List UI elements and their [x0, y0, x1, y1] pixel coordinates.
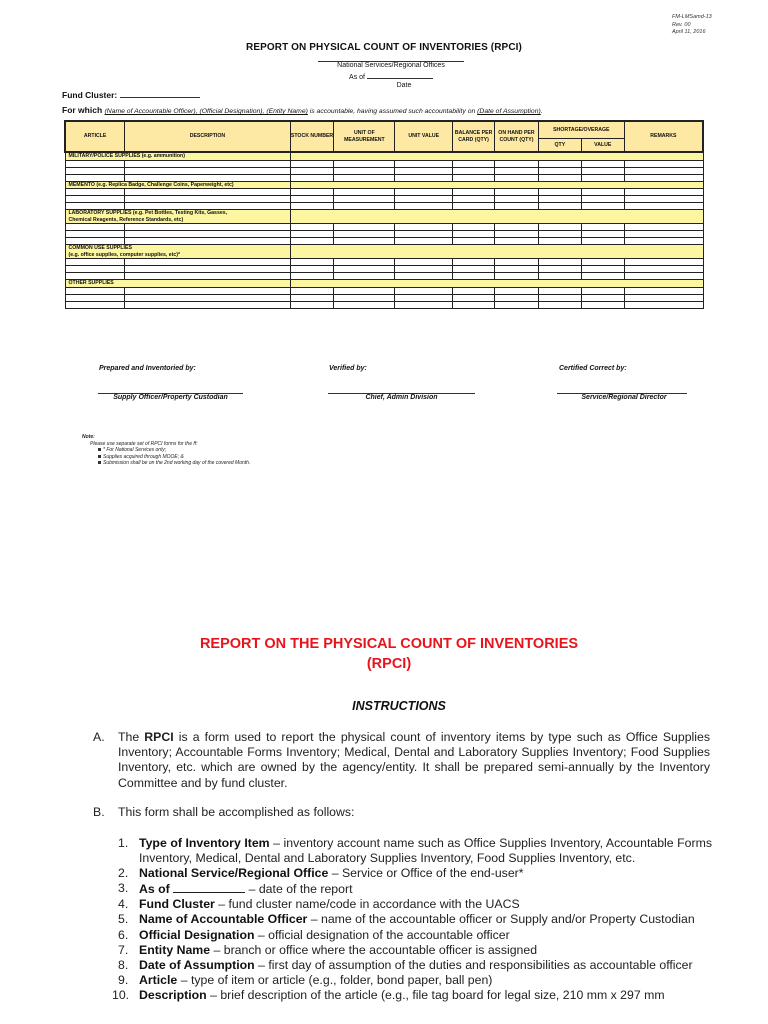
- table-row[interactable]: [65, 231, 703, 238]
- instructions-heading: INSTRUCTIONS: [352, 699, 446, 713]
- item-desc: – branch or office where the accountable officer is assigned: [210, 942, 538, 957]
- bullet-icon: [98, 455, 101, 458]
- table-row[interactable]: [65, 287, 703, 294]
- item-desc: – name of the accountable officer or Supply and/or Property Custodian: [307, 912, 695, 927]
- col-description: DESCRIPTION: [125, 121, 290, 152]
- verified-by-label: Verified by:: [329, 365, 367, 372]
- date-label: Date: [396, 82, 412, 89]
- category-other: OTHER SUPPLIES: [65, 280, 290, 288]
- table-row[interactable]: [65, 273, 703, 280]
- item-desc: – inventory account name such as Office Supplies Inventory, Accountable Forms Inventory, Medical, Dental and Laboratory Supplies Inventory, Food Supplies Inventory, etc.: [139, 836, 712, 866]
- table-row[interactable]: [65, 160, 703, 167]
- item-term: As of: [139, 882, 170, 897]
- note-title: Note:: [82, 434, 95, 440]
- section-a-pre: The: [118, 730, 145, 744]
- item-term: Fund Cluster: [139, 897, 215, 912]
- category-military: MILITARY/POLICE SUPPLIES (e.g. ammunition): [65, 152, 290, 160]
- category-row: [65, 245, 703, 259]
- list-item: [118, 912, 712, 927]
- item-desc: – type of item or article (e.g., folder, bond paper, ball pen): [177, 972, 493, 987]
- category-laboratory: [65, 210, 290, 224]
- bullet-icon: [98, 448, 101, 451]
- list-item: [118, 958, 712, 973]
- item-term: National Service/Regional Office: [139, 866, 329, 881]
- section-b-text: This form shall be accomplished as follows:: [118, 805, 355, 819]
- table-row[interactable]: [65, 224, 703, 231]
- fund-cluster-line: Fund Cluster:: [62, 90, 200, 100]
- col-balance-per-card: BALANCE PER CARD (QTY): [453, 121, 495, 152]
- list-item: [118, 836, 712, 866]
- list-item: [118, 897, 712, 912]
- item-number: 7.: [118, 942, 129, 957]
- list-item: [118, 866, 712, 881]
- section-b-letter: B.: [93, 805, 105, 819]
- list-item: [118, 928, 712, 943]
- item-number: 5.: [118, 912, 129, 927]
- item-term: Type of Inventory Item: [139, 836, 270, 850]
- item-number: 10.: [112, 987, 130, 1002]
- category-common-use-line1: COMMON USE SUPPLIES: [68, 245, 132, 251]
- as-of-label: As of: [349, 74, 365, 81]
- for-which-middle: is accountable, having assumed such accountability on: [307, 108, 478, 115]
- table-row[interactable]: [65, 167, 703, 174]
- item-term: Entity Name: [139, 942, 211, 957]
- for-which-end: .: [540, 108, 543, 115]
- list-item: [118, 881, 712, 897]
- category-laboratory-line1: LABORATORY SUPPLIES (e.g. Pet Bottles, Testing Kits, Gasses,: [68, 210, 228, 216]
- col-on-hand-per-count: ON HAND PER COUNT (QTY): [495, 121, 539, 152]
- item-number: 9.: [118, 972, 129, 987]
- item-desc: – fund cluster name/code in accordance with the UACS: [214, 897, 520, 912]
- as-of-date-field[interactable]: [367, 72, 433, 79]
- section-a-letter: A.: [93, 730, 105, 744]
- item-term: Date of Assumption: [139, 957, 255, 972]
- item-desc: – official designation of the accountable officer: [254, 927, 510, 942]
- as-of-blank: [173, 881, 245, 893]
- col-qty: QTY: [538, 138, 581, 152]
- table-row[interactable]: [65, 301, 703, 308]
- form-date: April 11, 2016: [672, 29, 706, 35]
- section-a-text: [118, 730, 710, 791]
- verified-by-role: Chief, Admin Division: [365, 394, 438, 401]
- col-shortage-overage: SHORTAGE/OVERAGE: [538, 121, 624, 138]
- table-row[interactable]: [65, 196, 703, 203]
- item-desc: – Service or Office of the end-user*: [328, 866, 524, 881]
- certified-by-label: Certified Correct by:: [559, 365, 627, 372]
- col-unit-of-measurement: UNIT OF MEASUREMENT: [334, 121, 395, 152]
- list-item: [118, 943, 712, 958]
- instruction-list: [112, 836, 712, 1003]
- col-remarks: REMARKS: [624, 121, 703, 152]
- col-article: ARTICLE: [65, 121, 125, 152]
- prepared-by-label: Prepared and Inventoried by:: [99, 365, 196, 372]
- col-unit-value: UNIT VALUE: [395, 121, 453, 152]
- note-bullet-text: * For National Services only;: [103, 447, 167, 453]
- item-desc: – date of the report: [245, 882, 353, 897]
- col-value: VALUE: [581, 138, 624, 152]
- table-row[interactable]: [65, 294, 703, 301]
- certified-by-role: Service/Regional Director: [581, 394, 667, 401]
- form-revision: Rev. 00: [672, 21, 691, 28]
- bullet-icon: [98, 461, 101, 464]
- item-term: Description: [139, 987, 207, 1002]
- form-title: REPORT ON PHYSICAL COUNT OF INVENTORIES (RPCI): [246, 42, 522, 53]
- item-term: Article: [139, 972, 178, 987]
- prepared-by-role: Supply Officer/Property Custodian: [113, 394, 228, 401]
- item-term: Name of Accountable Officer: [139, 912, 308, 927]
- note-intro: Please use separate set of RPCI forms for the ff:: [90, 440, 198, 447]
- instructions-title: [0, 634, 768, 674]
- office-label: National Services/Regional Offices: [337, 62, 445, 69]
- item-desc: – brief description of the article (e.g., file tag board for legal size, 210 mm x 297 mm: [206, 987, 665, 1002]
- list-item: [112, 987, 712, 1003]
- note-bullet-text: Submission shall be on the 2nd working day of the covered Month.: [103, 460, 251, 466]
- category-memento: MEMENTO (e.g. Replica Badge, Challenge Coins, Paperweight, etc): [65, 181, 290, 189]
- note-block: [82, 434, 250, 467]
- item-number: 6.: [118, 927, 129, 942]
- date-of-assumption-field: (Date of Assumption): [477, 108, 541, 115]
- category-common-use-line2: (e.g. office supplies, computer supplies, etc)*: [68, 251, 181, 258]
- table-row[interactable]: [65, 259, 703, 266]
- for-which-statement: [62, 105, 543, 115]
- list-item: [118, 973, 712, 988]
- item-term: Official Designation: [139, 927, 255, 942]
- section-a-bold: RPCI: [144, 730, 174, 744]
- for-which-label: For which: [62, 105, 103, 115]
- category-laboratory-line2: Chemical Reagents, Reference Standards, etc): [68, 216, 184, 223]
- note-bullet-text: Supplies acquired through MOOE; &: [103, 453, 184, 460]
- table-row[interactable]: [65, 266, 703, 273]
- item-number: 8.: [118, 957, 129, 972]
- fund-cluster-field[interactable]: [120, 90, 200, 98]
- form-code-block: [672, 14, 732, 37]
- category-row: [65, 280, 703, 288]
- item-number: 3.: [118, 881, 129, 896]
- category-row: [65, 152, 703, 160]
- item-desc: – first day of assumption of the duties and responsibilities as accountable officer: [254, 957, 693, 972]
- category-common-use: [65, 245, 290, 259]
- table-row[interactable]: [65, 203, 703, 210]
- table-row[interactable]: [65, 238, 703, 245]
- item-number: 1.: [118, 836, 129, 850]
- fund-cluster-label: Fund Cluster: [62, 90, 115, 100]
- instructions-title-line1: REPORT ON THE PHYSICAL COUNT OF INVENTORIES: [199, 636, 579, 652]
- item-number: 2.: [118, 866, 129, 881]
- instructions-title-line2: (RPCI): [366, 656, 412, 672]
- accountable-officer-fields: (Name of Accountable Officer), (Official Designation), (Entity Name): [104, 108, 308, 115]
- form-code: FM-LMSamd-13: [672, 14, 712, 20]
- category-row: [65, 210, 703, 224]
- inventory-table: [64, 120, 704, 309]
- table-row[interactable]: [65, 189, 703, 196]
- note-bullet: [82, 460, 250, 467]
- table-row[interactable]: [65, 174, 703, 181]
- col-stock-number: STOCK NUMBER: [290, 121, 334, 152]
- section-a-body: is a form used to report the physical count of inventory items by type such as Office Supplies Inventory; Accountable Forms Inventory; Medical, Dental and Laboratory Supplies Inventory; Food Supplies Inventory, etc. which are owned by the agency/entity. It shall be prepared semi-annually by the Inventory Committee and by fund cluster.: [118, 730, 710, 790]
- category-row: [65, 181, 703, 189]
- as-of-line: [0, 72, 768, 81]
- item-number: 4.: [118, 897, 129, 912]
